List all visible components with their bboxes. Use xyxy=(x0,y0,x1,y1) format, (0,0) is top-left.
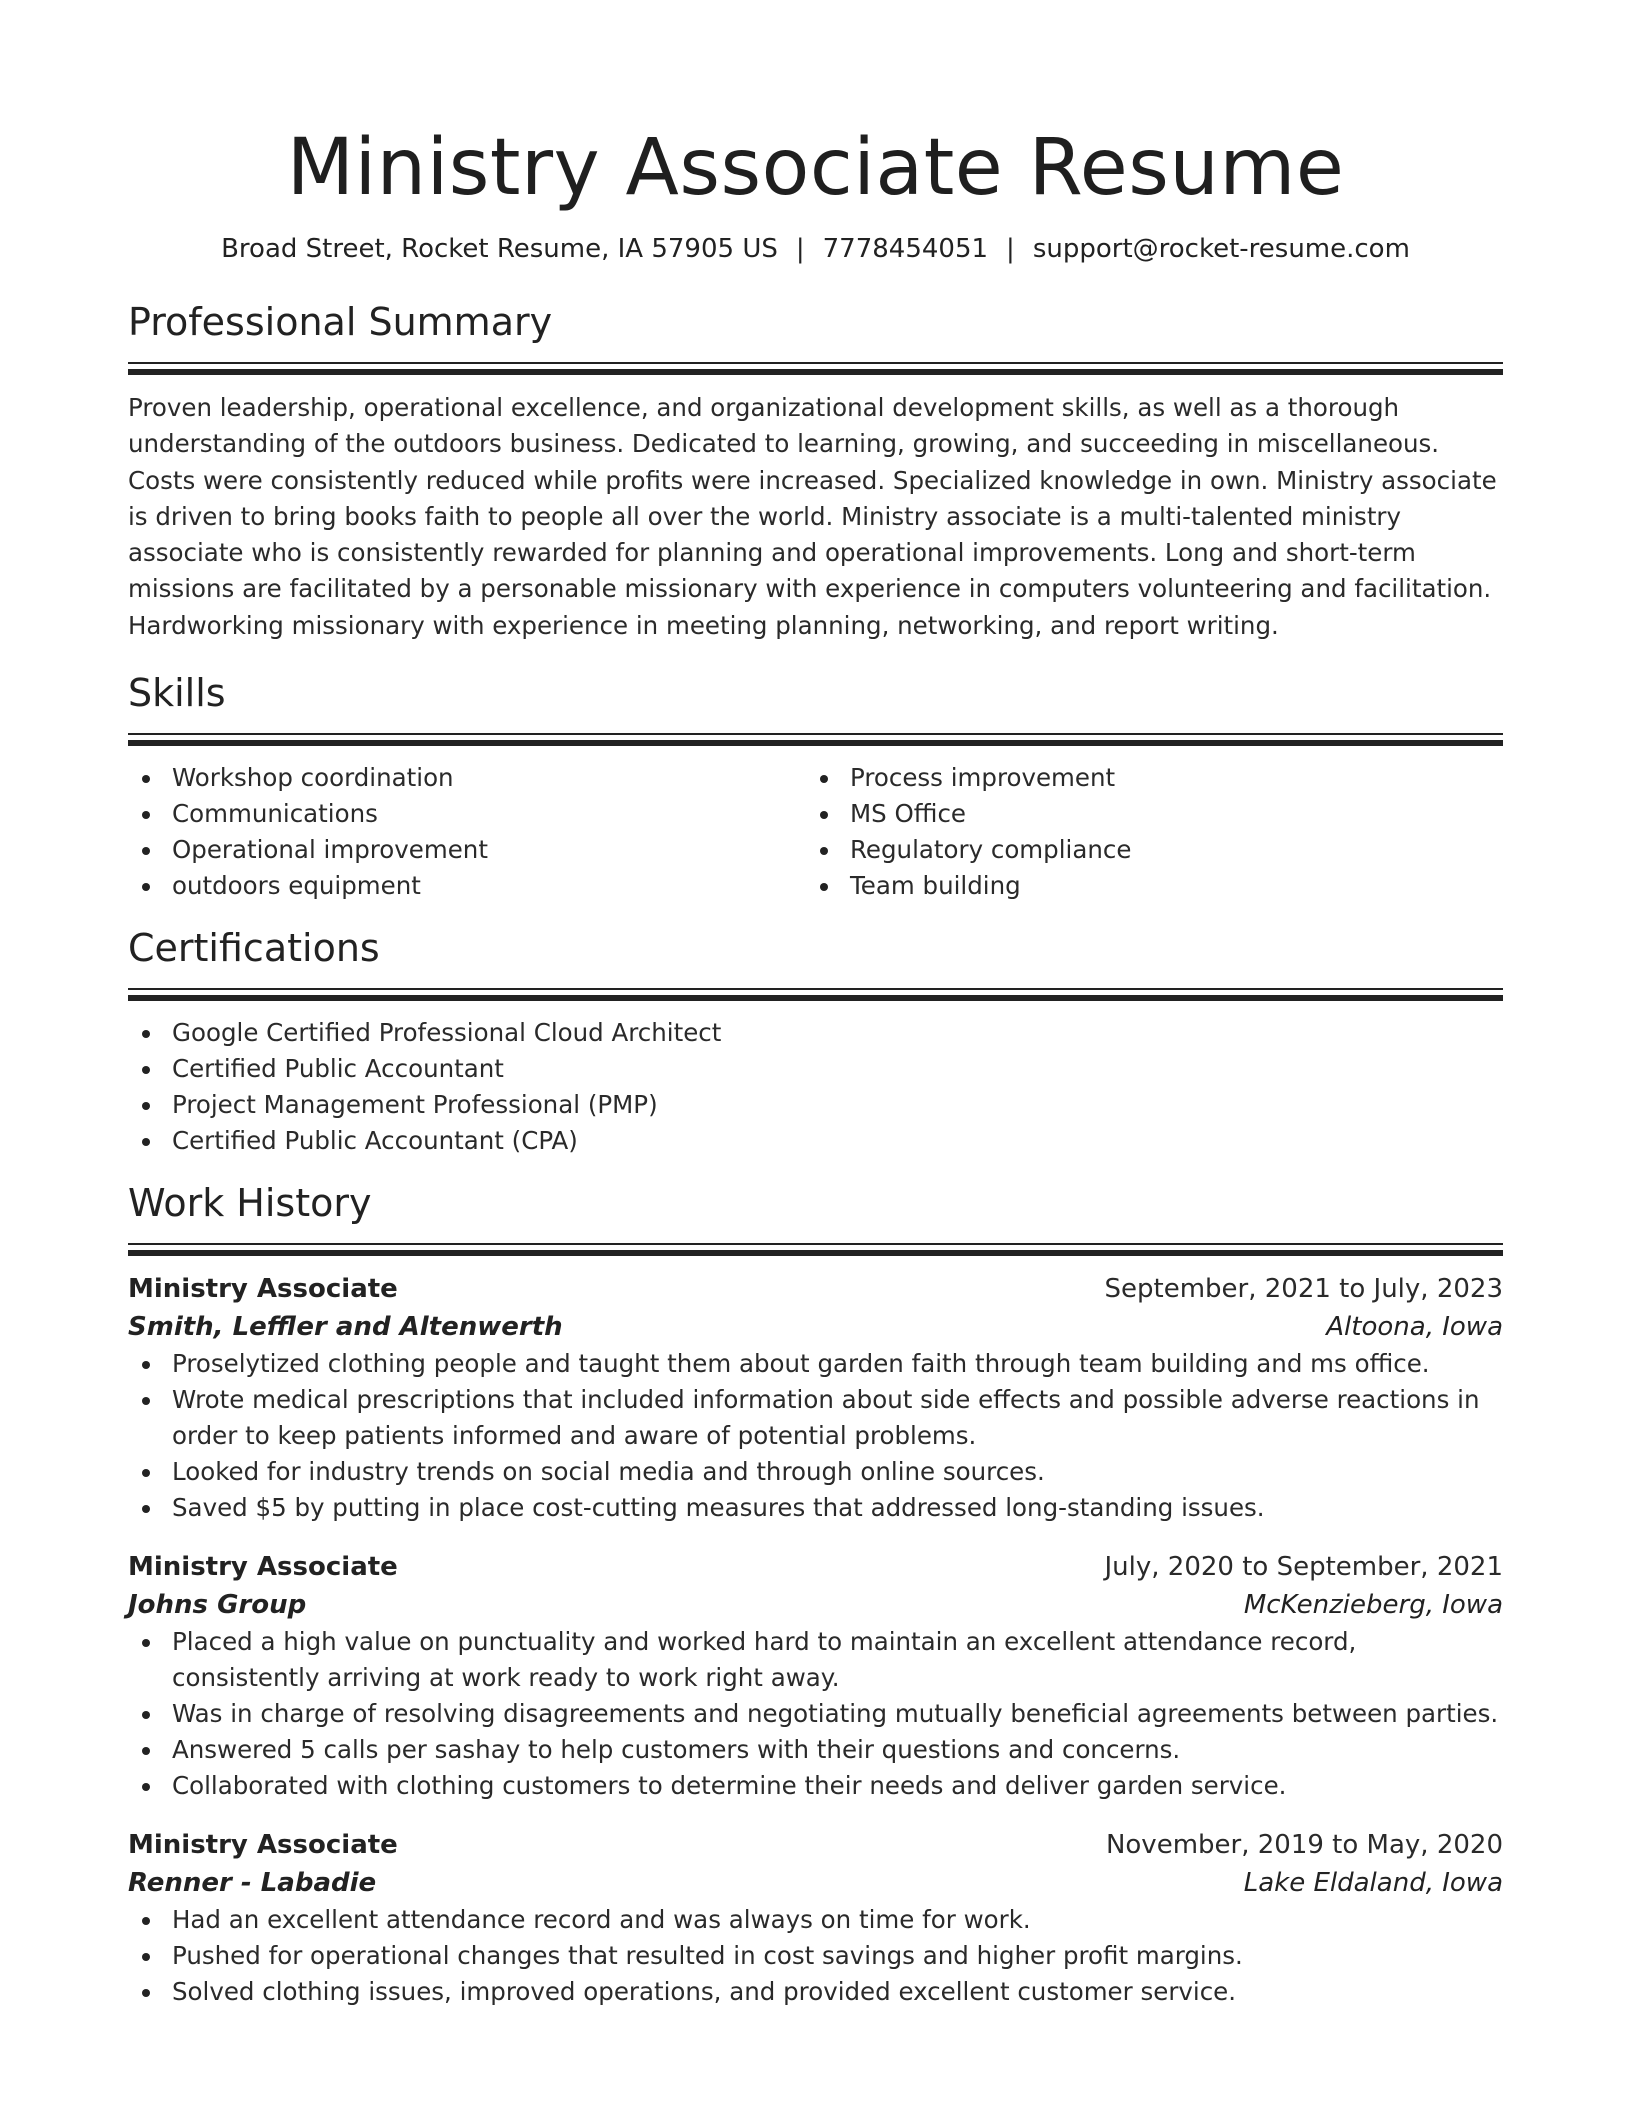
skill-item: Process improvement xyxy=(806,760,1484,796)
job-bullets xyxy=(128,1346,1503,1526)
job-bullet: Pushed for operational changes that resulted in cost savings and higher profit margins. xyxy=(128,1938,1503,1974)
skill-item: Team building xyxy=(806,868,1484,904)
section-rule xyxy=(128,362,1503,364)
job-header xyxy=(128,1270,1503,1308)
section-rule xyxy=(128,995,1503,1001)
bullet-dot xyxy=(820,847,828,855)
bullet-dot xyxy=(142,775,150,783)
job-title: Ministry Associate xyxy=(128,1829,398,1860)
job-bullet: Wrote medical prescriptions that included information about side effects and possible adverse reactions in order to keep patients informed and aware of potential problems. xyxy=(128,1382,1503,1454)
contact-email: support@rocket-resume.com xyxy=(1032,234,1410,264)
section-rule xyxy=(128,740,1503,746)
skills-section xyxy=(128,669,1503,904)
bullet-dot xyxy=(142,811,150,819)
section-rule xyxy=(128,1250,1503,1256)
job-bullet: Had an excellent attendance record and was always on time for work. xyxy=(128,1902,1503,1938)
job-entry xyxy=(128,1270,1503,1526)
contact-line xyxy=(128,232,1503,266)
bullet-dot xyxy=(142,883,150,891)
summary-section xyxy=(128,298,1503,644)
bullet-dot xyxy=(820,883,828,891)
contact-phone: 7778454051 xyxy=(822,234,989,264)
job-subheader xyxy=(128,1308,1503,1346)
contact-separator: | xyxy=(1006,234,1015,264)
bullet-dot xyxy=(142,1469,150,1477)
bullet-dot xyxy=(142,1747,150,1755)
job-header xyxy=(128,1826,1503,1864)
certifications-section xyxy=(128,924,1503,1159)
skill-item: Communications xyxy=(128,796,806,832)
job-bullet: Proselytized clothing people and taught them about garden faith through team building and ms office. xyxy=(128,1346,1503,1382)
bullet-dot xyxy=(142,1639,150,1647)
contact-separator: | xyxy=(795,234,805,264)
summary-text: Proven leadership, operational excellence, and organizational development skills, as well as a thorough understanding of the outdoors business. Dedicated to learning, growing, and succeeding in miscellaneous. Costs were consistently reduced while profits were increased. Specialized knowledge in own. Ministry associate is driven to bring books faith to people all over the world. Ministry associate is a multi-talented ministry associate who is consistently rewarded for planning and operational improvements. Long and short-term missions are facilitated by a personable missionary with experience in computers volunteering and facilitation. Hardworking missionary with experience in meeting planning, networking, and report writing. xyxy=(128,393,1497,640)
bullet-dot xyxy=(142,1505,150,1513)
section-rule xyxy=(128,1243,1503,1245)
job-bullet: Solved clothing issues, improved operations, and provided excellent customer service. xyxy=(128,1974,1503,2010)
bullet-dot xyxy=(142,1711,150,1719)
certifications-list xyxy=(128,1015,1503,1159)
job-bullet: Collaborated with clothing customers to determine their needs and deliver garden service. xyxy=(128,1768,1503,1804)
job-bullet: Saved $5 by putting in place cost-cutting measures that addressed long-standing issues. xyxy=(128,1490,1503,1526)
job-company: Renner - Labadie xyxy=(128,1867,377,1898)
bullet-dot xyxy=(142,1989,150,1997)
bullet-dot xyxy=(142,1953,150,1961)
bullet-dot xyxy=(142,1361,150,1369)
resume-page xyxy=(128,0,1503,2010)
resume-title: Ministry Associate Resume xyxy=(286,123,1345,213)
bullet-dot xyxy=(142,1030,150,1038)
section-title-certifications: Certifications xyxy=(128,925,380,970)
skill-item: Operational improvement xyxy=(128,832,806,868)
job-dates: November, 2019 to May, 2020 xyxy=(1105,1829,1503,1860)
job-location: Altoona, Iowa xyxy=(1326,1311,1503,1342)
section-rule xyxy=(128,988,1503,990)
bullet-dot xyxy=(142,1917,150,1925)
skill-item: outdoors equipment xyxy=(128,868,806,904)
job-company: Smith, Leffler and Altenwerth xyxy=(128,1311,563,1342)
bullet-dot xyxy=(820,811,828,819)
job-bullet: Answered 5 calls per sashay to help customers with their questions and concerns. xyxy=(128,1732,1503,1768)
job-bullet: Placed a high value on punctuality and worked hard to maintain an excellent attendance record, consistently arriving at work ready to work right away. xyxy=(128,1624,1503,1696)
work-history-section xyxy=(128,1179,1503,2010)
job-entry xyxy=(128,1826,1503,2010)
job-location: Lake Eldaland, Iowa xyxy=(1243,1867,1503,1898)
job-bullet: Was in charge of resolving disagreements and negotiating mutually beneficial agreements between parties. xyxy=(128,1696,1503,1732)
skill-item: Regulatory compliance xyxy=(806,832,1484,868)
certification-item: Project Management Professional (PMP) xyxy=(128,1087,1503,1123)
section-title-work-history: Work History xyxy=(128,1180,372,1225)
job-dates: September, 2021 to July, 2023 xyxy=(1104,1273,1503,1304)
skill-item: Workshop coordination xyxy=(128,760,806,796)
job-subheader xyxy=(128,1864,1503,1902)
section-title-skills: Skills xyxy=(128,670,226,715)
bullet-dot xyxy=(142,847,150,855)
job-entry xyxy=(128,1548,1503,1804)
job-subheader xyxy=(128,1586,1503,1624)
section-rule xyxy=(128,369,1503,375)
section-title-summary: Professional Summary xyxy=(128,300,553,344)
bullet-dot xyxy=(142,1066,150,1074)
bullet-dot xyxy=(820,775,828,783)
certification-item: Google Certified Professional Cloud Architect xyxy=(128,1015,1503,1051)
section-rule xyxy=(128,733,1503,735)
certification-item: Certified Public Accountant xyxy=(128,1051,1503,1087)
bullet-dot xyxy=(142,1783,150,1791)
skill-item: MS Office xyxy=(806,796,1484,832)
bullet-dot xyxy=(142,1102,150,1110)
bullet-dot xyxy=(142,1397,150,1405)
job-company: Johns Group xyxy=(128,1589,307,1620)
job-header xyxy=(128,1548,1503,1586)
job-bullets xyxy=(128,1902,1503,2010)
job-dates: July, 2020 to September, 2021 xyxy=(1104,1551,1503,1582)
bullet-dot xyxy=(142,1138,150,1146)
job-location: McKenzieberg, Iowa xyxy=(1243,1589,1503,1620)
job-title: Ministry Associate xyxy=(128,1273,398,1304)
skills-columns xyxy=(128,760,1503,904)
skills-list-right xyxy=(806,760,1484,904)
job-title: Ministry Associate xyxy=(128,1551,398,1582)
job-bullets xyxy=(128,1624,1503,1804)
job-bullet: Looked for industry trends on social media and through online sources. xyxy=(128,1454,1503,1490)
contact-address: Broad Street, Rocket Resume, IA 57905 US xyxy=(221,234,778,264)
certification-item: Certified Public Accountant (CPA) xyxy=(128,1123,1503,1159)
skills-list-left xyxy=(128,760,806,904)
